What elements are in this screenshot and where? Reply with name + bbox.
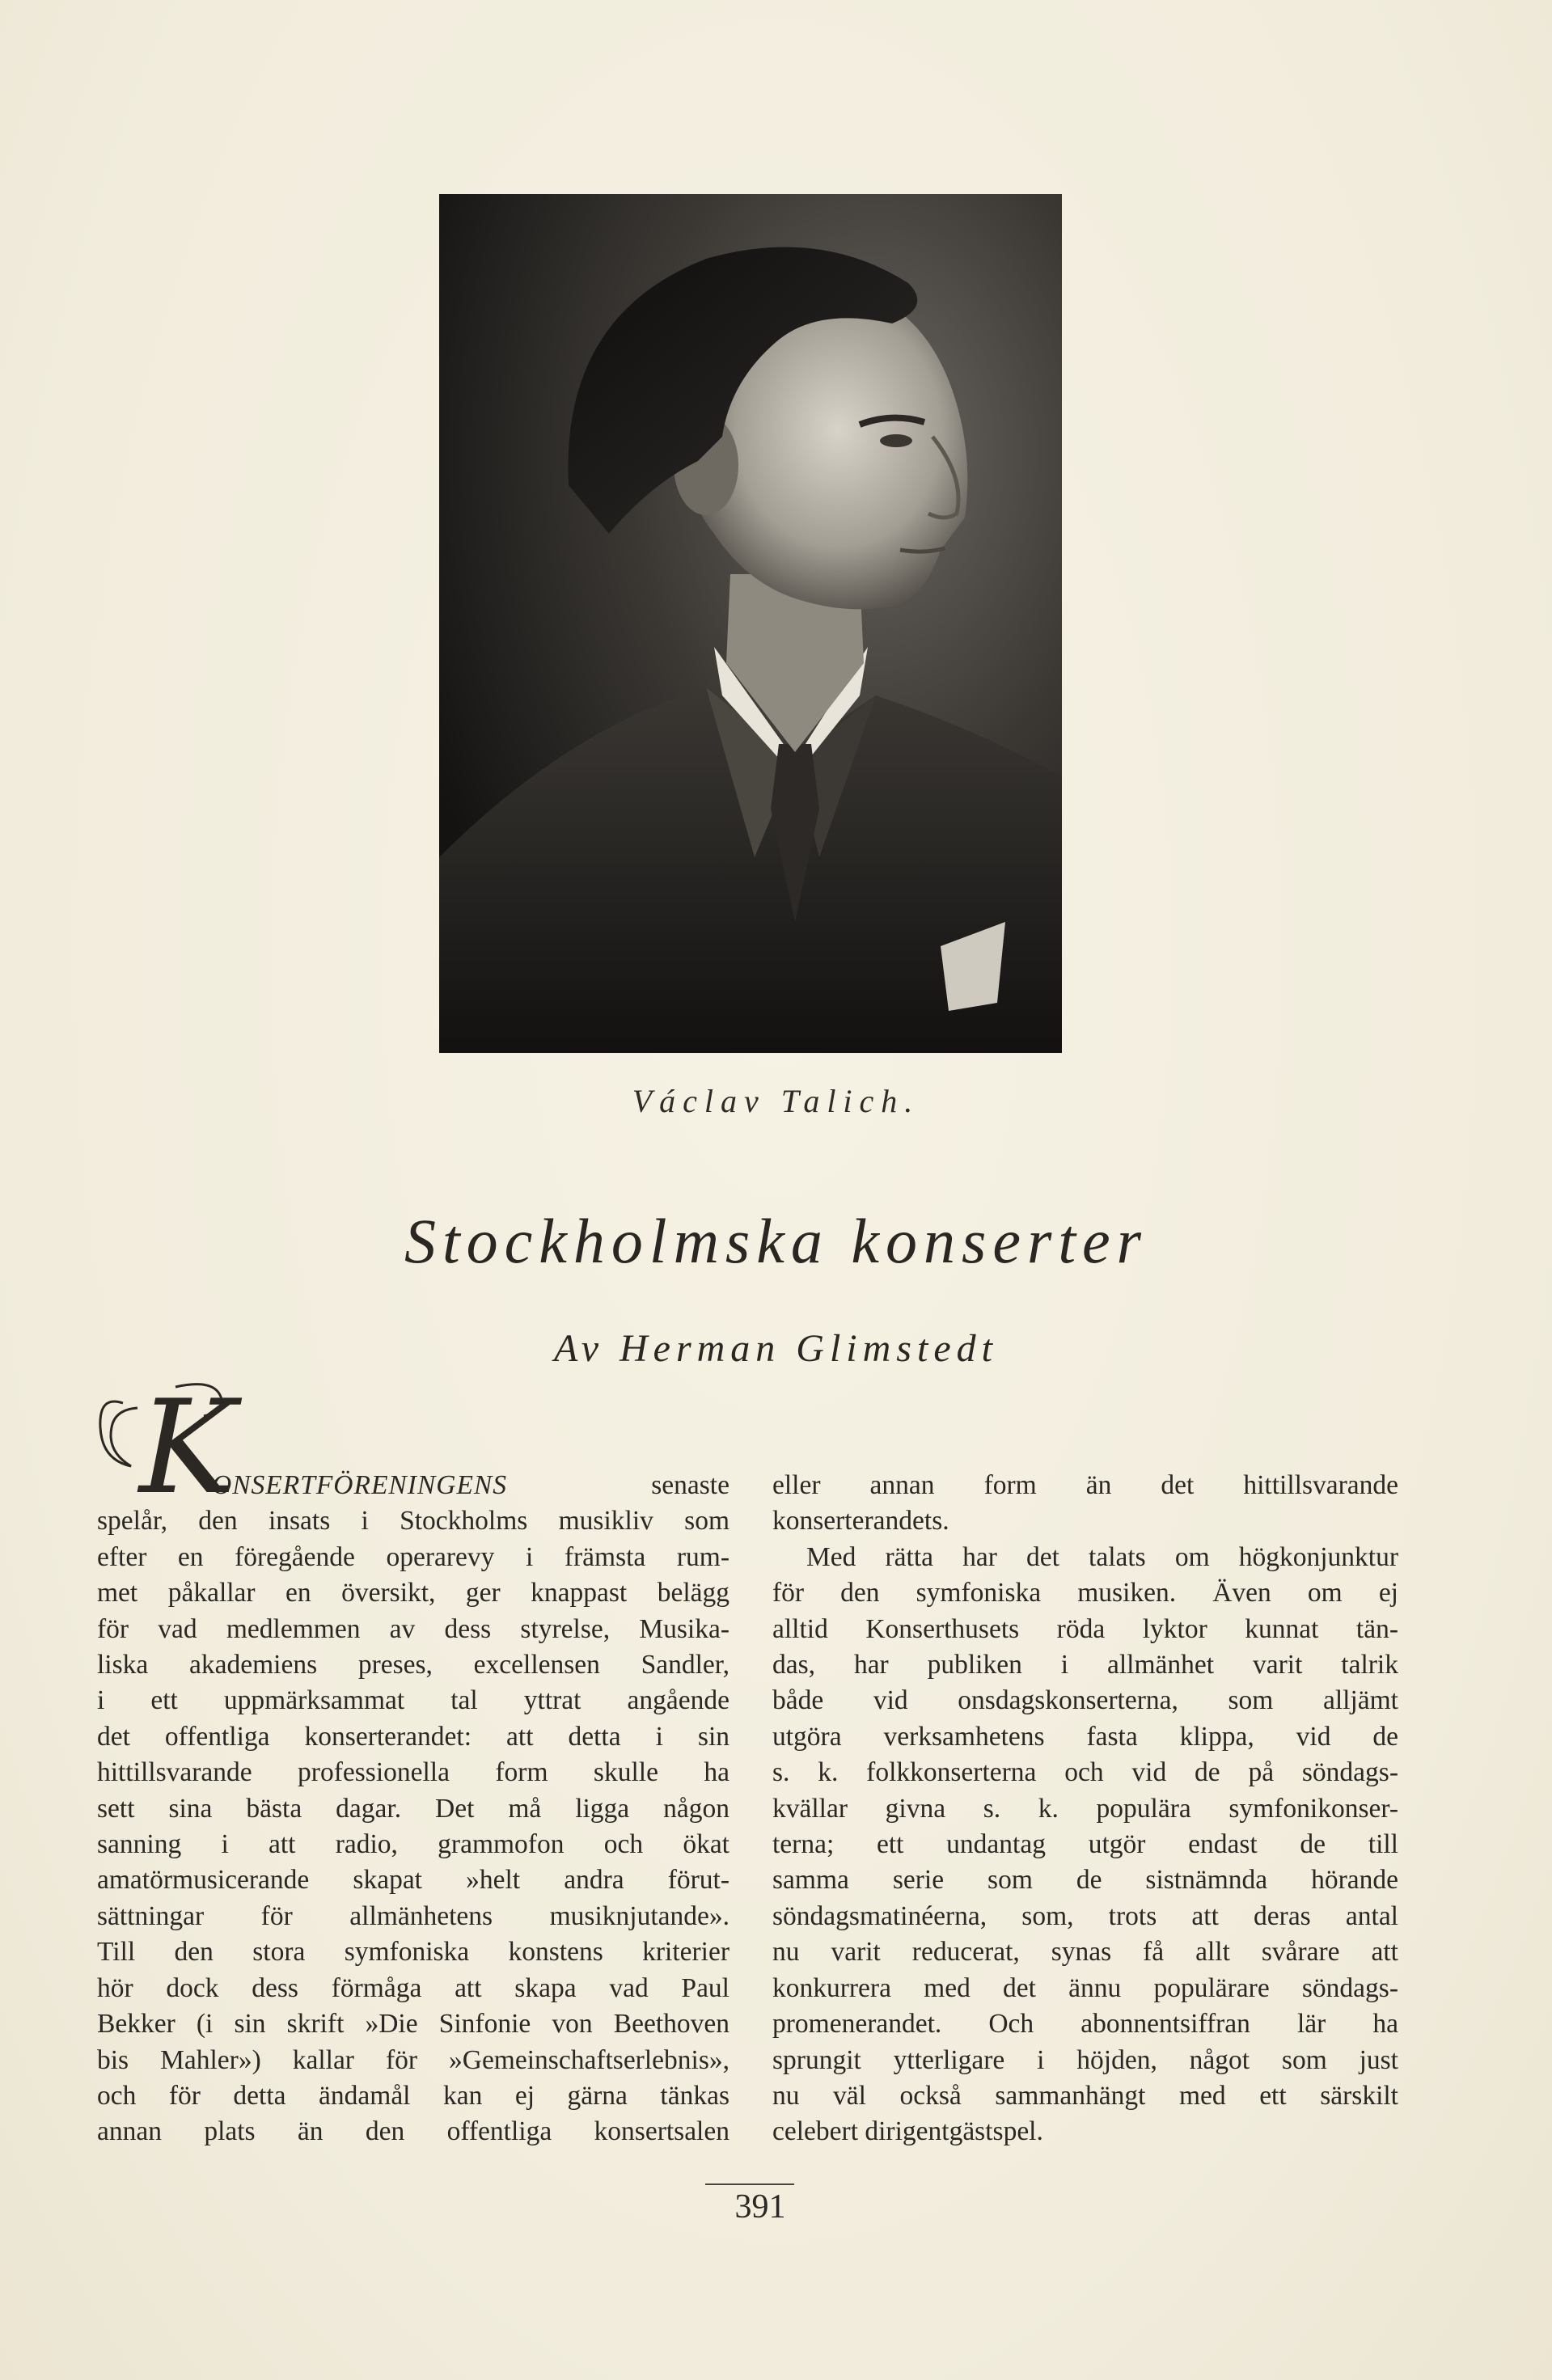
text-line: sett sina bästa dagar. Det må ligga någon (97, 1793, 729, 1824)
page-number-rule (705, 2183, 794, 2185)
portrait-image (439, 194, 1062, 1053)
text-line: efter en föregående operarevy i främsta rum- (97, 1541, 729, 1572)
text-line: och för detta ändamål kan ej gärna tänkas (97, 2080, 729, 2111)
text-line: s. k. folkkonserterna och vid de på söndags- (772, 1757, 1398, 1788)
text-line: eller annan form än det hittillsvarande (772, 1470, 1398, 1500)
text-line: amatörmusicerande skapat »helt andra förut- (97, 1865, 729, 1896)
text-line: sprungit ytterligare i höjden, något som just (772, 2044, 1398, 2075)
drop-cap-letter: K (139, 1372, 236, 1508)
text-line: met påkallar en översikt, ger knappast belägg (97, 1578, 729, 1609)
text-line: utgöra verksamhetens fasta klippa, vid de (772, 1721, 1398, 1752)
text-line: kvällar givna s. k. populära symfonikonser- (772, 1793, 1398, 1824)
portrait-photo (439, 194, 1062, 1053)
text-line: sättningar för allmänhetens musiknjutande». (97, 1900, 729, 1931)
text-line: för den symfoniska musiken. Även om ej (772, 1578, 1398, 1609)
text-line: nu varit reducerat, synas få allt svårare att (772, 1937, 1398, 1968)
article-title: Stockholmska konserter (404, 1206, 1148, 1276)
text-line: sanning i att radio, grammofon och ökat (97, 1829, 729, 1860)
text-line: för vad medlemmen av dess styrelse, Musika- (97, 1613, 729, 1644)
article-byline: Av Herman Glimstedt (554, 1327, 998, 1370)
text-line: Bekker (i sin skrift »Die Sinfonie von Beethoven (97, 2009, 729, 2040)
text-line: das, har publiken i allmänhet varit talrik (772, 1650, 1398, 1680)
text-line: det offentliga konserterandet: att detta i sin (97, 1721, 729, 1752)
text-line: alltid Konserthusets röda lyktor kunnat tän- (772, 1613, 1398, 1644)
text-line: hör dock dess förmåga att skapa vad Paul (97, 1972, 729, 2003)
text-line: celebert dirigentgästspel. (772, 2116, 1043, 2147)
text-line: nu väl också sammanhängt med ett särskilt (772, 2080, 1398, 2111)
text-line: konserterandets. (772, 1506, 949, 1537)
page-number: 391 (734, 2188, 786, 2226)
text-line: konkurrera med det ännu populärare söndags- (772, 1972, 1398, 2003)
text-line: senaste (507, 1470, 729, 1500)
text-line: terna; ett undantag utgör endast de till (772, 1829, 1398, 1860)
left-first-line (97, 1468, 729, 1503)
lead-word: ONSERTFÖRENINGENS (212, 1470, 508, 1500)
text-line: annan plats än den offentliga konsertsalen (97, 2116, 729, 2147)
text-line: samma serie som de sistnämnda hörande (772, 1865, 1398, 1896)
text-line: spelår, den insats i Stockholms musikliv som (97, 1506, 729, 1537)
right-column (772, 1468, 1398, 2150)
text-line: Med rätta har det talats om högkonjunktur (806, 1541, 1398, 1572)
text-line: både vid onsdagskonserterna, som alljämt (772, 1685, 1398, 1716)
text-line: liska akademiens preses, excellensen Sandler, (97, 1650, 729, 1680)
text-line: promenerandet. Och abonnentsiffran lär ha (772, 2009, 1398, 2040)
text-line: söndagsmatinéerna, som, trots att deras antal (772, 1900, 1398, 1931)
photo-caption: Václav Talich. (632, 1083, 920, 1119)
text-line: i ett uppmärksammat tal yttrat angående (97, 1685, 729, 1716)
left-column (97, 1468, 729, 2150)
text-line: hittillsvarande professionella form skulle ha (97, 1757, 729, 1788)
text-line: Till den stora symfoniska konstens kriterier (97, 1937, 729, 1968)
text-line: bis Mahler») kallar för »Gemeinschaftserlebnis», (97, 2044, 729, 2075)
